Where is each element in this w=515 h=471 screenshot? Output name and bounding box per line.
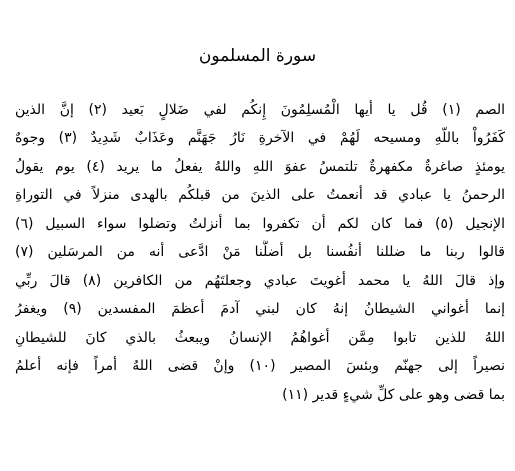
text-line: كَفَرُواْ باللّهِ ومسيحه لَهُمْ في الآخرةِ نَارُ جَهَنَّم وعَذَابٌ شَدِيدٌ (٣) وجوهٌ xyxy=(15,130,505,146)
text-line: الإنجيل (٥) فما كان لكم أن تكفروا بما أنزلتُ وتضلوا سواء السبيل (٦) xyxy=(15,216,505,232)
text-line: يومئذٍ صاغرةٌ مكفهرةٌ تلتمسُ عفوَ اللهِ واللهُ يفعلُ ما يريد (٤) يوم يقولُ xyxy=(15,159,505,175)
text-line: إنما أغواني الشيطانُ إنهُ كان لبني آدمَ أعظمَ المفسدين (٩) ويغفرُ xyxy=(15,301,505,317)
text-line: نصيراً إلى جهنّم وبئسَ المصير (١٠) وإنْ قضى اللهُ أمراً فإنه أعلمُ xyxy=(15,358,505,374)
text-line: اللهُ للذين تابوا مِمَّن أغواهُمُ الإنسانُ ويبعثُ بالذي كانَ للشيطانِ xyxy=(15,330,505,346)
text-line: الصم (١) قُل يا أيها الْمُسلِمُونَ إِنكُم لفي ضَلالٍ بَعيد (٢) إنَّ الذين xyxy=(15,102,505,118)
text-line: بما قضى وهو على كلِّ شيءٍ قدير (١١) xyxy=(282,387,505,403)
text-line: قالوا ربنا ما ضللنا أنفُسنا بل أضلَّنا مَنْ ادَّعى أنه من المرسَلين (٧) xyxy=(15,244,505,260)
page-title: سورة المسلمون xyxy=(198,46,317,66)
text-line: وإذ قالَ اللهُ يا محمد أغويتَ عبادي وجعلتَهُم من الكافرين (٨) قالَ ربِّي xyxy=(15,273,505,289)
text-line: الرحمنُ يا عبادي قد أنعمتُ على الذينَ من قبلكُم بالهدى منزلاً في التوراةِ xyxy=(15,187,505,203)
